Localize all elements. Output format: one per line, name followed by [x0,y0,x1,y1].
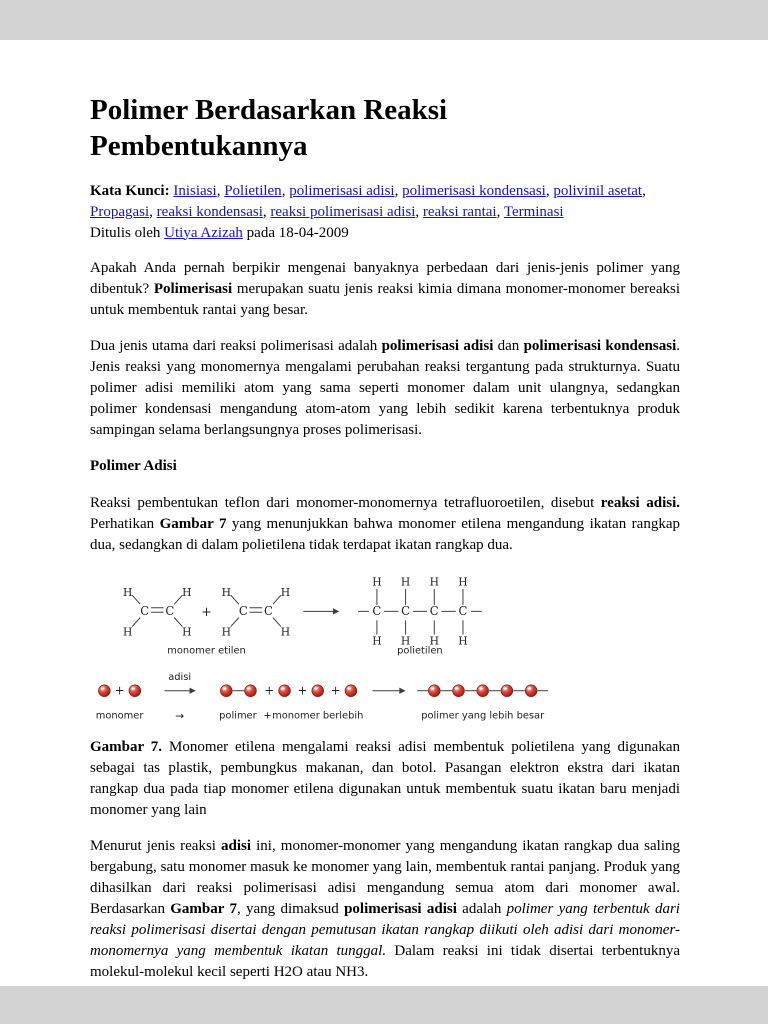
carbon-atom: C [372,603,382,618]
plus-sign: + [297,682,308,697]
arrow-head [190,687,196,693]
plus-sign: + [263,710,272,722]
bond-line [231,617,239,626]
label-monomer-etilen: monomer etilen [167,644,246,656]
arrow-glyph: → [175,708,185,722]
text-segment: adisi [221,837,252,854]
arrow-head [333,608,339,614]
link-reaksi-kondensasi[interactable]: reaksi kondensasi [156,203,263,220]
hydrogen-atom: H [221,625,231,639]
bond-line [132,617,140,626]
text-segment: polimer yang terbentuk dari reaksi polimerisasi disertai dengan pemutusan ikatan rangkap diikuti oleh adisi dari monomer-monomernya yang membentuk ikatan tunggal. [90,900,680,959]
hydrogen-atom: H [122,625,133,639]
hydrogen-atom: H [458,634,468,648]
text-segment: Menurut jenis reaksi [90,837,222,854]
text-segment: Gambar 7. [90,738,163,755]
bond-line [231,595,239,604]
text-segment: ini, monomer-monomer yang mengandung ikatan rangkap dua saling bergabung, satu monomer masuk ke monomer yang lain, membentuk rantai panjang. Produk yang dihasilkan dari reaksi polimerisasi adisi mengandung semua atom dari monomer awal. Berdasarkan [90,837,680,917]
text-segment: yang menunjukkan bahwa monomer etilena mengandung ikatan rangkap dua, sedangkan di dalam polietilena tidak terdapat ikatan rangkap dua. [90,515,680,553]
text-segment: Apakah Anda pernah berpikir mengenai banyaknya perbedaan dari jenis-jenis polimer yang dibentuk? [90,259,680,297]
text-segment: Gambar 7 [159,515,227,532]
bond-line [174,595,182,604]
carbon-atom: C [165,603,175,618]
ball-highlight [131,687,135,690]
text-segment: , [496,203,504,220]
ball-highlight [479,687,483,690]
text-segment: , [415,203,423,220]
monomer-ball [279,684,291,696]
bond-line [273,595,281,604]
hydrogen-atom: H [400,634,411,648]
ball-highlight [431,687,435,690]
ball-highlight [347,687,351,690]
hydrogen-atom: H [429,574,439,588]
link-terminasi[interactable]: Terminasi [503,203,564,220]
hydrogen-atom: H [372,574,382,588]
carbon-atom: C [263,603,273,618]
monomer-ball [453,684,465,696]
hydrogen-atom: H [280,585,291,599]
ethylene-structure-diagram [90,571,610,657]
paragraph-1 [90,258,680,321]
monomer-ball [220,684,232,696]
text-segment: , [642,182,646,199]
label-polietilen: polietilen [397,644,443,656]
arrow-head [399,687,405,693]
link-propagasi[interactable]: Propagasi [90,203,150,220]
ball-highlight [281,687,285,690]
plus-sign: + [114,682,125,697]
text-segment: reaksi adisi. [600,494,680,511]
carbon-atom: C [140,603,150,618]
carbon-atom: C [238,603,248,618]
hydrogen-atom: H [221,585,231,599]
ball-highlight [223,687,227,690]
ball-highlight [455,687,459,690]
carbon-atom: C [458,603,468,618]
text-segment: . Jenis reaksi yang monomernya mengalami perubahan reaksi tergantung pada strukturnya. Suatu polimer adisi memiliki atom yang sama seperti monomer dalam unit ulangnya, sedangkan polimer kondensasi mengandung atom-atom yang lebih sedikit karena terbentuknya produk sampingan selama berlangsungnya proses polimerisasi. [90,337,680,438]
ball-highlight [247,687,251,690]
hydrogen-atom: H [182,585,192,599]
link-reaksi-polimerisasi-adisi[interactable]: reaksi polimerisasi adisi [270,203,416,220]
section-heading: Polimer Adisi [90,457,177,474]
carbon-atom: C [401,603,411,618]
label-monomer-berlebih: monomer berlebih [272,710,364,722]
byline [90,223,680,244]
monomer-ball [525,684,537,696]
figure-7 [90,571,680,723]
plus-sign: + [330,682,341,697]
text-segment: Reaksi pembentukan teflon dari monomer-monomernya tetrafluoroetilen, disebut [90,494,601,511]
text-segment: , [281,182,290,199]
monomer-ball [312,684,324,696]
hydrogen-atom: H [280,625,291,639]
monomer-ball [129,684,141,696]
ball-highlight [101,687,105,690]
text-segment: dan [493,337,524,354]
paragraph-2 [90,336,680,441]
text-segment: polimerisasi adisi [344,900,457,917]
bond-line [273,617,281,626]
ball-highlight [528,687,532,690]
link-inisiasi[interactable]: Inisiasi [173,182,217,199]
text-segment: pada 18-04-2009 [242,224,349,241]
text-segment: polimerisasi kondensasi [523,337,677,354]
text-segment: Dalam reaksi ini tidak disertai terbentuknya molekul-molekul kecil seperti H2O atau NH3. [90,942,680,980]
label-polimer: polimer [219,710,257,722]
text-segment: merupakan suatu jenis reaksi kimia dimana monomer-monomer bereaksi untuk membentuk rantai yang besar. [90,280,681,318]
paragraph-3 [90,493,680,556]
hydrogen-atom: H [122,585,133,599]
link-polivinil-asetat[interactable]: polivinil asetat [553,182,643,199]
monomer-ball [428,684,440,696]
plus-sign: + [201,603,212,619]
bond-line [174,617,182,626]
text-segment: , yang dimaksud [236,900,345,917]
monomer-ball-diagram [90,671,610,723]
text-segment: , [394,182,403,199]
hydrogen-atom: H [429,634,439,648]
plus-sign: + [264,682,275,697]
text-segment: Monomer etilena mengalami reaksi adisi membentuk polietilena yang digunakan sebagai tas plastik, pembungkus makanan, dan botol. Pasangan elektron ekstra dari ikatan rangkap dua pada tiap monomer etilena digunakan untuk membentuk suatu ikatan baru menjadi monomer yang lain [90,738,680,818]
link-polietilen[interactable]: Polietilen [224,182,282,199]
bond-line [132,595,140,604]
figure-caption [90,737,680,821]
text-segment: polimerisasi adisi [381,337,494,354]
text-segment: Dua jenis utama dari reaksi polimerisasi adalah [90,337,382,354]
link-utiya-azizah[interactable]: Utiya Azizah [164,224,243,241]
text-segment: Gambar 7 [170,900,237,917]
page-title: Polimer Berdasarkan Reaksi Pembentukannya [90,94,448,163]
paragraph-4 [90,836,680,983]
link-polimerisasi-kondensasi[interactable]: polimerisasi kondensasi [402,182,546,199]
text-segment: , [545,182,554,199]
monomer-ball [99,684,111,696]
text-segment: adalah [456,900,507,917]
document-page [0,40,768,986]
bottom-gray-bar [0,986,768,1024]
text-segment: Perhatikan [90,515,160,532]
hydrogen-atom: H [400,574,411,588]
monomer-ball [345,684,357,696]
link-reaksi-rantai[interactable]: reaksi rantai [422,203,497,220]
monomer-ball [501,684,513,696]
monomer-ball [477,684,489,696]
hydrogen-atom: H [458,574,468,588]
text-segment: Kata Kunci: [90,182,174,199]
text-segment: , [262,203,271,220]
ball-highlight [314,687,318,690]
text-segment: , [216,182,225,199]
monomer-ball [245,684,257,696]
label-monomer: monomer [95,710,144,722]
text-segment: Ditulis oleh [90,224,165,241]
text-segment: Polimerisasi [153,280,233,297]
keywords-line [90,181,680,223]
label-polimer-besar: polimer yang lebih besar [421,710,545,722]
text-segment: , [149,203,157,220]
hydrogen-atom: H [182,625,192,639]
label-adisi: adisi [168,671,192,683]
ball-highlight [503,687,507,690]
top-gray-bar [0,0,768,40]
link-polimerisasi-adisi[interactable]: polimerisasi adisi [289,182,395,199]
hydrogen-atom: H [372,634,382,648]
carbon-atom: C [429,603,439,618]
